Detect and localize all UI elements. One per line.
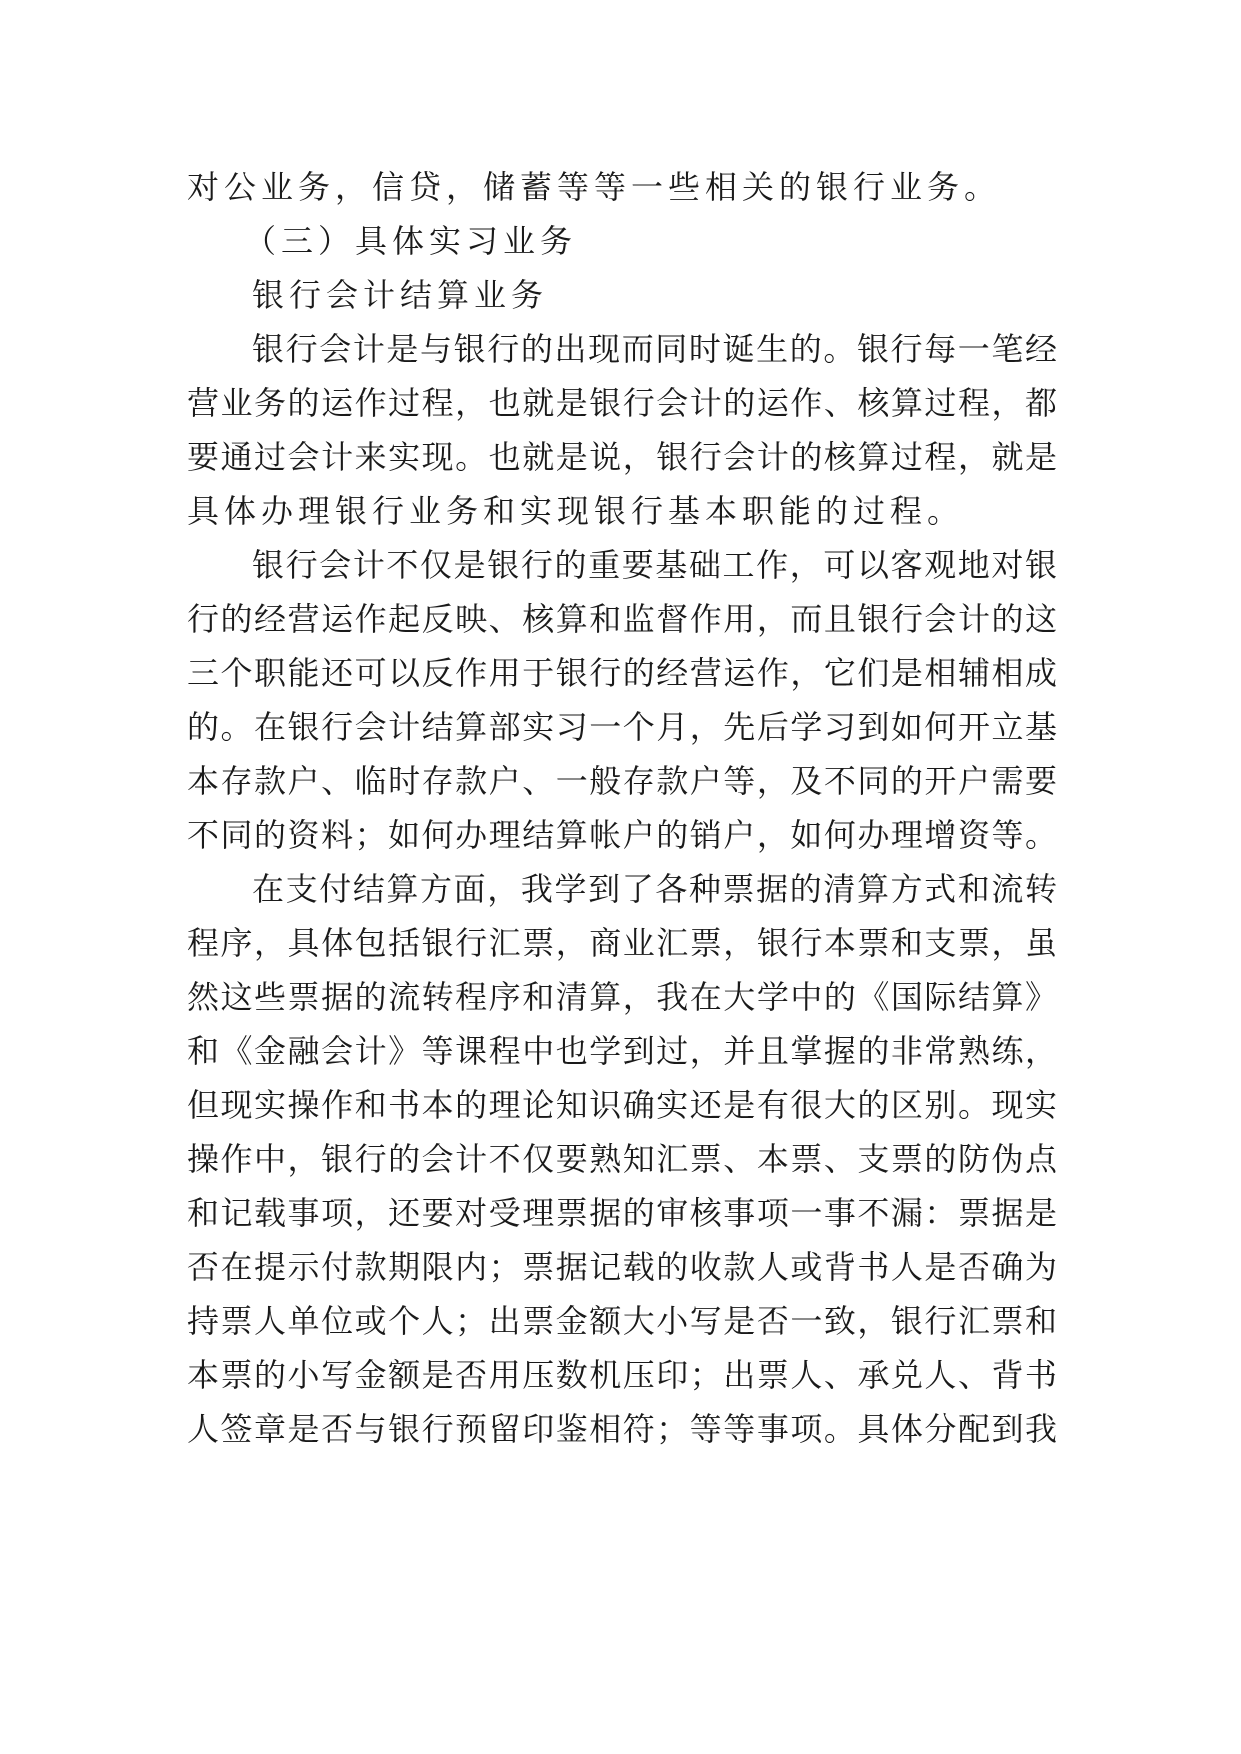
- text-line: 的。在银行会计结算部实习一个月，先后学习到如何开立基: [187, 708, 1057, 746]
- text-line: 但现实操作和书本的理论知识确实还是有很大的区别。现实: [187, 1086, 1057, 1124]
- text-line: 和《金融会计》等课程中也学到过，并且掌握的非常熟练，: [187, 1032, 1057, 1070]
- text-line: 然这些票据的流转程序和清算，我在大学中的《国际结算》: [187, 978, 1057, 1016]
- text-line: 持票人单位或个人；出票金额大小写是否一致，银行汇票和: [187, 1302, 1057, 1340]
- text-line: 本票的小写金额是否用压数机压印；出票人、承兑人、背书: [187, 1356, 1057, 1394]
- text-line: 行的经营运作起反映、核算和监督作用，而且银行会计的这: [187, 600, 1057, 638]
- text-line: 对公业务，信贷，储蓄等等一些相关的银行业务。: [187, 168, 1002, 206]
- text-line: 本存款户、临时存款户、一般存款户等，及不同的开户需要: [187, 762, 1057, 800]
- text-line: 人签章是否与银行预留印鉴相符；等等事项。具体分配到我: [187, 1410, 1057, 1448]
- text-line: 不同的资料；如何办理结算帐户的销户，如何办理增资等。: [187, 816, 1057, 854]
- text-line: 要通过会计来实现。也就是说，银行会计的核算过程，就是: [187, 438, 1057, 476]
- text-line: 操作中，银行的会计不仅要熟知汇票、本票、支票的防伪点: [187, 1140, 1057, 1178]
- text-line: 银行会计是与银行的出现而同时诞生的。银行每一笔经: [252, 330, 1057, 368]
- section-heading: （三）具体实习业务: [244, 222, 578, 260]
- text-line: 具体办理银行业务和实现银行基本职能的过程。: [187, 492, 965, 530]
- text-line: 营业务的运作过程，也就是银行会计的运作、核算过程，都: [187, 384, 1057, 422]
- text-line: 否在提示付款期限内；票据记载的收款人或背书人是否确为: [187, 1248, 1057, 1286]
- text-line: 银行会计不仅是银行的重要基础工作，可以客观地对银: [252, 546, 1057, 584]
- text-line: 和记载事项，还要对受理票据的审核事项一事不漏：票据是: [187, 1194, 1057, 1232]
- text-line: 程序，具体包括银行汇票，商业汇票，银行本票和支票，虽: [187, 924, 1057, 962]
- subsection-heading: 银行会计结算业务: [252, 276, 549, 314]
- text-line: 在支付结算方面，我学到了各种票据的清算方式和流转: [252, 870, 1057, 908]
- text-line: 三个职能还可以反作用于银行的经营运作，它们是相辅相成: [187, 654, 1057, 692]
